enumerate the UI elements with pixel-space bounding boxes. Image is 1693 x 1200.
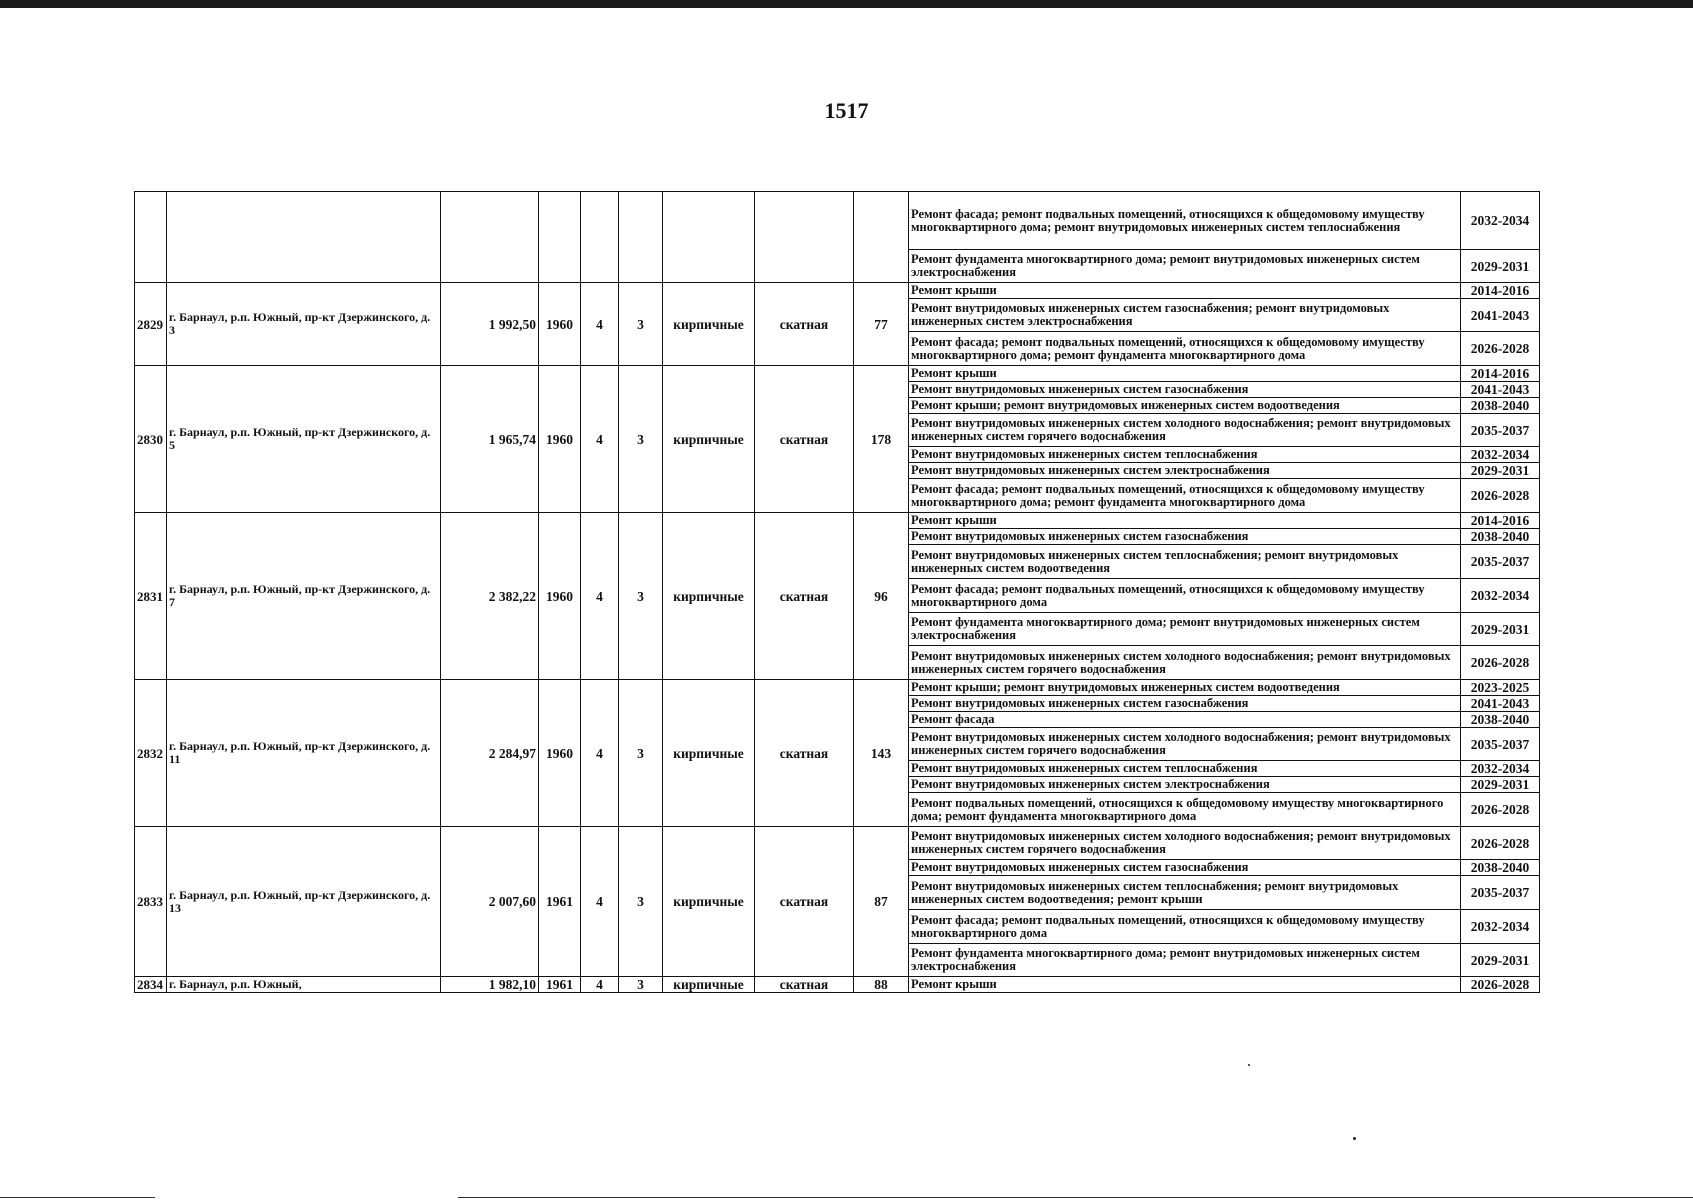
work-description: Ремонт внутридомовых инженерных систем холодного водоснабжения; ремонт внутридомовых инженерных систем горячего водоснабжения — [909, 827, 1461, 860]
scan-speck — [1353, 1137, 1356, 1140]
residents-count: 88 — [854, 977, 909, 993]
work-period: 2038-2040 — [1461, 529, 1540, 545]
roof-type: скатная — [755, 680, 854, 827]
empty-cell — [441, 192, 539, 283]
work-period: 2026-2028 — [1461, 646, 1540, 680]
building-address: г. Барнаул, р.п. Южный, пр-кт Дзержинского, д. 7 — [167, 513, 441, 680]
work-description: Ремонт фасада; ремонт подвальных помещений, относящихся к общедомовому имуществу многоквартирного дома; ремонт фундамента многоквартирного дома — [909, 332, 1461, 366]
work-period: 2026-2028 — [1461, 479, 1540, 513]
work-description: Ремонт фундамента многоквартирного дома; ремонт внутридомовых инженерных систем электроснабжения — [909, 250, 1461, 283]
table-row — [135, 680, 1540, 696]
wall-material: кирпичные — [663, 827, 755, 977]
work-description: Ремонт крыши — [909, 366, 1461, 382]
work-description: Ремонт внутридомовых инженерных систем теплоснабжения; ремонт внутридомовых инженерных систем водоотведения; ремонт крыши — [909, 876, 1461, 910]
building-number: 2831 — [135, 513, 167, 680]
work-description: Ремонт фасада; ремонт подвальных помещений, относящихся к общедомовому имуществу многоквартирного дома — [909, 910, 1461, 944]
empty-cell — [581, 192, 619, 283]
building-year: 1960 — [539, 366, 581, 513]
residents-count: 77 — [854, 283, 909, 366]
building-entrances: 3 — [619, 680, 663, 827]
building-year: 1961 — [539, 827, 581, 977]
work-description: Ремонт внутридомовых инженерных систем газоснабжения — [909, 529, 1461, 545]
work-period: 2035-2037 — [1461, 545, 1540, 579]
roof-type: скатная — [755, 513, 854, 680]
work-period: 2026-2028 — [1461, 977, 1540, 993]
work-period: 2014-2016 — [1461, 513, 1540, 529]
building-number: 2833 — [135, 827, 167, 977]
roof-type: скатная — [755, 366, 854, 513]
work-description: Ремонт крыши; ремонт внутридомовых инженерных систем водоотведения — [909, 680, 1461, 696]
building-entrances: 3 — [619, 366, 663, 513]
work-period: 2029-2031 — [1461, 613, 1540, 646]
work-period: 2032-2034 — [1461, 761, 1540, 777]
work-description: Ремонт внутридомовых инженерных систем холодного водоснабжения; ремонт внутридомовых инженерных систем горячего водоснабжения — [909, 728, 1461, 761]
work-description: Ремонт фасада; ремонт подвальных помещений, относящихся к общедомовому имуществу многоквартирного дома; ремонт фундамента многоквартирного дома — [909, 479, 1461, 513]
work-period: 2035-2037 — [1461, 414, 1540, 447]
building-entrances: 3 — [619, 283, 663, 366]
work-description: Ремонт фасада — [909, 712, 1461, 728]
building-entrances: 3 — [619, 513, 663, 680]
scan-speck — [1248, 1064, 1250, 1066]
building-number: 2829 — [135, 283, 167, 366]
work-period: 2041-2043 — [1461, 299, 1540, 332]
wall-material: кирпичные — [663, 977, 755, 993]
building-address: г. Барнаул, р.п. Южный, — [167, 977, 441, 993]
roof-type: скатная — [755, 283, 854, 366]
building-floors: 4 — [581, 283, 619, 366]
work-period: 2023-2025 — [1461, 680, 1540, 696]
building-number: 2830 — [135, 366, 167, 513]
building-area: 2 284,97 — [441, 680, 539, 827]
work-period: 2041-2043 — [1461, 696, 1540, 712]
roof-type: скатная — [755, 977, 854, 993]
table-row — [135, 283, 1540, 299]
work-description: Ремонт внутридомовых инженерных систем теплоснабжения — [909, 761, 1461, 777]
roof-type: скатная — [755, 827, 854, 977]
wall-material: кирпичные — [663, 283, 755, 366]
capital-repair-table — [134, 191, 1540, 993]
building-number: 2834 — [135, 977, 167, 993]
building-floors: 4 — [581, 513, 619, 680]
work-description: Ремонт крыши — [909, 977, 1461, 993]
work-period: 2029-2031 — [1461, 777, 1540, 793]
table-row — [135, 977, 1540, 993]
work-description: Ремонт внутридомовых инженерных систем электроснабжения — [909, 777, 1461, 793]
work-description: Ремонт фасада; ремонт подвальных помещений, относящихся к общедомовому имуществу многоквартирного дома — [909, 579, 1461, 613]
work-period: 2032-2034 — [1461, 447, 1540, 463]
work-period: 2038-2040 — [1461, 398, 1540, 414]
table-row — [135, 513, 1540, 529]
work-period: 2026-2028 — [1461, 827, 1540, 860]
scan-top-border — [0, 0, 1693, 8]
table-row — [135, 366, 1540, 382]
wall-material: кирпичные — [663, 366, 755, 513]
building-area: 1 982,10 — [441, 977, 539, 993]
scan-bottom-line-right — [458, 1197, 1693, 1198]
work-description: Ремонт внутридомовых инженерных систем холодного водоснабжения; ремонт внутридомовых инженерных систем горячего водоснабжения — [909, 414, 1461, 447]
work-period: 2029-2031 — [1461, 944, 1540, 977]
work-description: Ремонт фундамента многоквартирного дома; ремонт внутридомовых инженерных систем электроснабжения — [909, 944, 1461, 977]
work-period: 2029-2031 — [1461, 250, 1540, 283]
residents-count: 178 — [854, 366, 909, 513]
building-address: г. Барнаул, р.п. Южный, пр-кт Дзержинского, д. 3 — [167, 283, 441, 366]
work-period: 2035-2037 — [1461, 728, 1540, 761]
building-year: 1960 — [539, 680, 581, 827]
building-year: 1960 — [539, 513, 581, 680]
building-address: г. Барнаул, р.п. Южный, пр-кт Дзержинского, д. 5 — [167, 366, 441, 513]
work-period: 2026-2028 — [1461, 332, 1540, 366]
empty-cell — [854, 192, 909, 283]
empty-cell — [755, 192, 854, 283]
work-period: 2035-2037 — [1461, 876, 1540, 910]
table-row — [135, 192, 1540, 250]
empty-cell — [663, 192, 755, 283]
work-description: Ремонт крыши — [909, 283, 1461, 299]
work-description: Ремонт внутридомовых инженерных систем газоснабжения — [909, 382, 1461, 398]
work-period: 2029-2031 — [1461, 463, 1540, 479]
work-period: 2026-2028 — [1461, 793, 1540, 827]
work-period: 2014-2016 — [1461, 366, 1540, 382]
page-number: 1517 — [824, 98, 869, 123]
work-description: Ремонт фундамента многоквартирного дома; ремонт внутридомовых инженерных систем электроснабжения — [909, 613, 1461, 646]
work-description: Ремонт внутридомовых инженерных систем электроснабжения — [909, 463, 1461, 479]
work-description: Ремонт внутридомовых инженерных систем газоснабжения; ремонт внутридомовых инженерных систем электроснабжения — [909, 299, 1461, 332]
work-description: Ремонт внутридомовых инженерных систем газоснабжения — [909, 860, 1461, 876]
building-address: г. Барнаул, р.п. Южный, пр-кт Дзержинского, д. 11 — [167, 680, 441, 827]
building-year: 1961 — [539, 977, 581, 993]
empty-cell — [135, 192, 167, 283]
work-period: 2014-2016 — [1461, 283, 1540, 299]
building-area: 1 992,50 — [441, 283, 539, 366]
building-year: 1960 — [539, 283, 581, 366]
building-number: 2832 — [135, 680, 167, 827]
residents-count: 96 — [854, 513, 909, 680]
work-period: 2032-2034 — [1461, 579, 1540, 613]
building-area: 2 007,60 — [441, 827, 539, 977]
work-description: Ремонт фасада; ремонт подвальных помещений, относящихся к общедомовому имуществу многоквартирного дома; ремонт внутридомовых инженерных систем теплоснабжения — [909, 192, 1461, 250]
work-period: 2041-2043 — [1461, 382, 1540, 398]
work-period: 2038-2040 — [1461, 712, 1540, 728]
empty-cell — [167, 192, 441, 283]
work-description: Ремонт внутридомовых инженерных систем теплоснабжения; ремонт внутридомовых инженерных систем водоотведения — [909, 545, 1461, 579]
scan-bottom-line-left — [0, 1197, 155, 1198]
empty-cell — [619, 192, 663, 283]
building-area: 2 382,22 — [441, 513, 539, 680]
work-period: 2038-2040 — [1461, 860, 1540, 876]
work-description: Ремонт крыши; ремонт внутридомовых инженерных систем водоотведения — [909, 398, 1461, 414]
work-description: Ремонт подвальных помещений, относящихся к общедомовому имуществу многоквартирного дома; ремонт фундамента многоквартирного дома — [909, 793, 1461, 827]
residents-count: 143 — [854, 680, 909, 827]
work-description: Ремонт внутридомовых инженерных систем газоснабжения — [909, 696, 1461, 712]
building-entrances: 3 — [619, 977, 663, 993]
residents-count: 87 — [854, 827, 909, 977]
building-entrances: 3 — [619, 827, 663, 977]
work-description: Ремонт внутридомовых инженерных систем теплоснабжения — [909, 447, 1461, 463]
wall-material: кирпичные — [663, 680, 755, 827]
work-description: Ремонт внутридомовых инженерных систем холодного водоснабжения; ремонт внутридомовых инженерных систем горячего водоснабжения — [909, 646, 1461, 680]
building-floors: 4 — [581, 366, 619, 513]
building-floors: 4 — [581, 680, 619, 827]
building-area: 1 965,74 — [441, 366, 539, 513]
building-floors: 4 — [581, 977, 619, 993]
wall-material: кирпичные — [663, 513, 755, 680]
table-row — [135, 827, 1540, 860]
work-description: Ремонт крыши — [909, 513, 1461, 529]
work-period: 2032-2034 — [1461, 192, 1540, 250]
empty-cell — [539, 192, 581, 283]
work-period: 2032-2034 — [1461, 910, 1540, 944]
building-floors: 4 — [581, 827, 619, 977]
building-address: г. Барнаул, р.п. Южный, пр-кт Дзержинского, д. 13 — [167, 827, 441, 977]
